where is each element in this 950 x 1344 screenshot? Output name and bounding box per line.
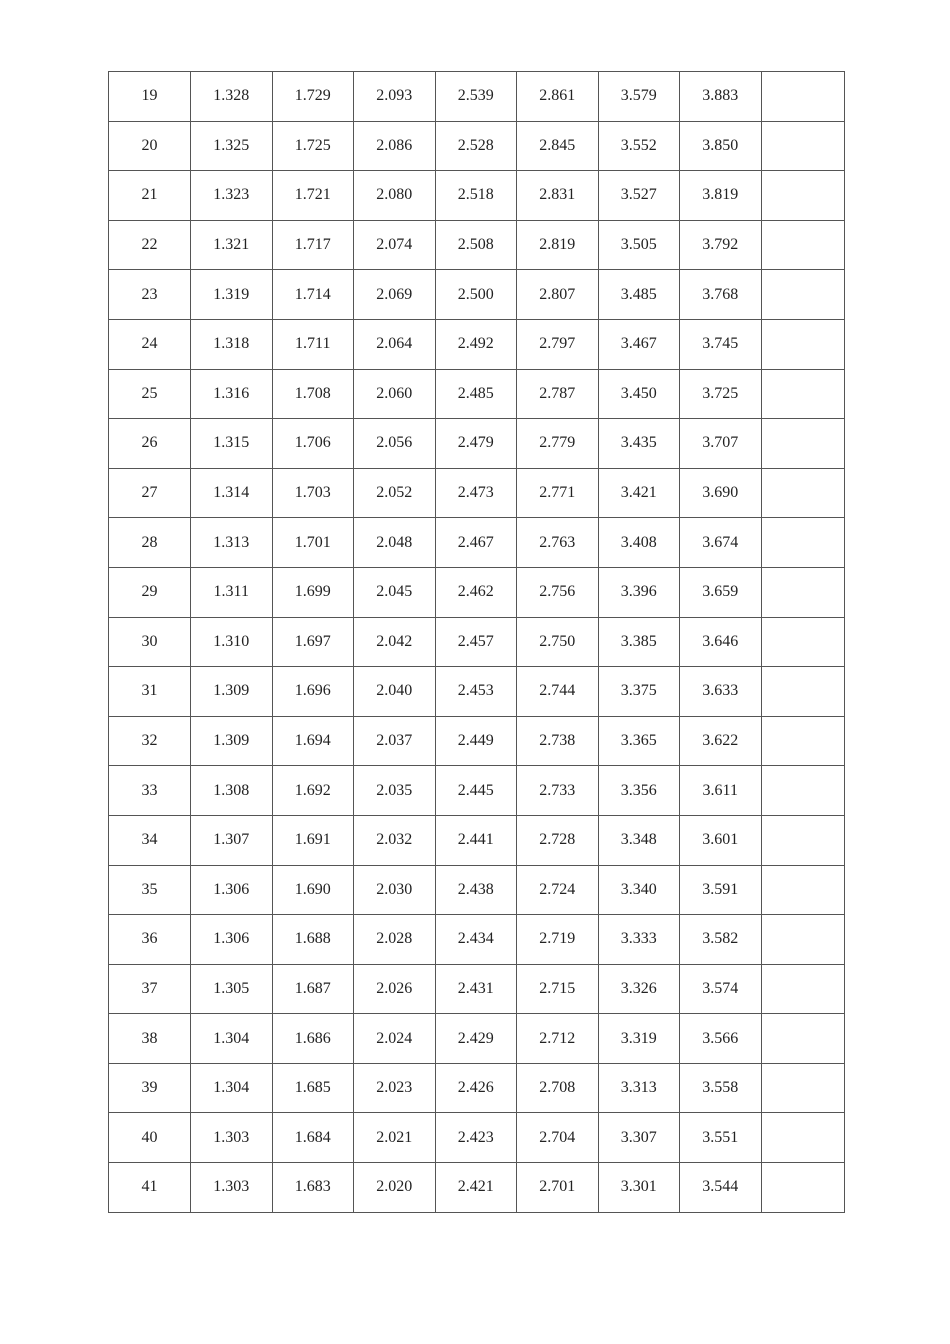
table-cell: 2.064 <box>354 319 436 369</box>
table-cell: 1.304 <box>191 1063 273 1113</box>
table-cell: 1.701 <box>272 518 354 568</box>
table-cell: 1.306 <box>191 865 273 915</box>
degrees-of-freedom-cell: 24 <box>109 319 191 369</box>
table-cell: 1.725 <box>272 121 354 171</box>
table-cell <box>761 1163 844 1213</box>
table-cell: 2.086 <box>354 121 436 171</box>
table-cell: 3.883 <box>680 72 762 122</box>
table-cell: 1.308 <box>191 766 273 816</box>
table-cell: 1.703 <box>272 468 354 518</box>
table-cell: 3.333 <box>598 915 680 965</box>
table-cell: 2.048 <box>354 518 436 568</box>
table-cell: 2.431 <box>435 964 517 1014</box>
table-cell: 1.717 <box>272 220 354 270</box>
table-cell: 1.309 <box>191 667 273 717</box>
table-cell: 1.303 <box>191 1113 273 1163</box>
table-cell: 2.479 <box>435 419 517 469</box>
table-body <box>109 72 845 1213</box>
table-cell: 2.426 <box>435 1063 517 1113</box>
table-cell: 3.319 <box>598 1014 680 1064</box>
table-cell: 1.714 <box>272 270 354 320</box>
table-cell: 3.792 <box>680 220 762 270</box>
table-cell: 2.021 <box>354 1113 436 1163</box>
table-cell: 1.688 <box>272 915 354 965</box>
table-cell <box>761 964 844 1014</box>
table-cell: 1.313 <box>191 518 273 568</box>
table-cell: 2.508 <box>435 220 517 270</box>
degrees-of-freedom-cell: 36 <box>109 915 191 965</box>
table-row <box>109 518 845 568</box>
table-cell: 2.763 <box>517 518 599 568</box>
table-cell <box>761 270 844 320</box>
table-cell <box>761 468 844 518</box>
table-cell: 2.093 <box>354 72 436 122</box>
table-cell: 3.611 <box>680 766 762 816</box>
table-cell: 1.711 <box>272 319 354 369</box>
table-row <box>109 220 845 270</box>
table-cell: 2.771 <box>517 468 599 518</box>
table-cell: 3.485 <box>598 270 680 320</box>
table-cell: 3.633 <box>680 667 762 717</box>
table-cell: 2.462 <box>435 567 517 617</box>
table-row <box>109 319 845 369</box>
table-cell: 3.574 <box>680 964 762 1014</box>
degrees-of-freedom-cell: 35 <box>109 865 191 915</box>
table-cell: 2.715 <box>517 964 599 1014</box>
table-cell: 3.396 <box>598 567 680 617</box>
table-cell: 3.745 <box>680 319 762 369</box>
table-cell: 1.307 <box>191 815 273 865</box>
table-cell <box>761 815 844 865</box>
table-cell <box>761 319 844 369</box>
table-cell: 2.032 <box>354 815 436 865</box>
table-cell: 3.365 <box>598 716 680 766</box>
table-cell: 1.696 <box>272 667 354 717</box>
table-cell: 2.861 <box>517 72 599 122</box>
degrees-of-freedom-cell: 41 <box>109 1163 191 1213</box>
table-cell <box>761 1113 844 1163</box>
table-cell: 2.728 <box>517 815 599 865</box>
table-cell <box>761 171 844 221</box>
degrees-of-freedom-cell: 34 <box>109 815 191 865</box>
degrees-of-freedom-cell: 26 <box>109 419 191 469</box>
table-cell: 2.724 <box>517 865 599 915</box>
table-cell: 3.850 <box>680 121 762 171</box>
table-cell: 2.787 <box>517 369 599 419</box>
table-cell: 2.024 <box>354 1014 436 1064</box>
table-cell: 2.704 <box>517 1113 599 1163</box>
degrees-of-freedom-cell: 23 <box>109 270 191 320</box>
table-row <box>109 1014 845 1064</box>
table-cell: 3.408 <box>598 518 680 568</box>
table-cell <box>761 567 844 617</box>
table-cell: 3.707 <box>680 419 762 469</box>
table-cell: 1.684 <box>272 1113 354 1163</box>
table-cell: 2.750 <box>517 617 599 667</box>
table-row <box>109 419 845 469</box>
table-cell: 3.690 <box>680 468 762 518</box>
table-row <box>109 1063 845 1113</box>
table-cell <box>761 667 844 717</box>
table-cell: 3.601 <box>680 815 762 865</box>
table-cell: 2.445 <box>435 766 517 816</box>
table-cell: 1.328 <box>191 72 273 122</box>
table-row <box>109 667 845 717</box>
degrees-of-freedom-cell: 31 <box>109 667 191 717</box>
table-cell <box>761 865 844 915</box>
table-cell: 3.579 <box>598 72 680 122</box>
table-row <box>109 121 845 171</box>
table-cell: 1.315 <box>191 419 273 469</box>
table-cell: 3.566 <box>680 1014 762 1064</box>
table-cell: 2.485 <box>435 369 517 419</box>
table-cell: 2.056 <box>354 419 436 469</box>
table-cell: 3.356 <box>598 766 680 816</box>
table-cell: 1.687 <box>272 964 354 1014</box>
table-cell: 3.301 <box>598 1163 680 1213</box>
table-cell: 3.375 <box>598 667 680 717</box>
table-cell <box>761 1014 844 1064</box>
table-cell: 2.738 <box>517 716 599 766</box>
table-cell: 2.453 <box>435 667 517 717</box>
degrees-of-freedom-cell: 25 <box>109 369 191 419</box>
table-row <box>109 270 845 320</box>
table-cell: 1.321 <box>191 220 273 270</box>
table-row <box>109 171 845 221</box>
table-cell: 3.768 <box>680 270 762 320</box>
table-cell: 3.307 <box>598 1113 680 1163</box>
table-cell: 1.303 <box>191 1163 273 1213</box>
table-cell: 3.819 <box>680 171 762 221</box>
table-cell <box>761 121 844 171</box>
table-cell <box>761 766 844 816</box>
table-cell <box>761 72 844 122</box>
table-cell: 2.421 <box>435 1163 517 1213</box>
table-cell: 2.756 <box>517 567 599 617</box>
table-cell: 1.729 <box>272 72 354 122</box>
table-cell: 1.721 <box>272 171 354 221</box>
table-cell: 1.311 <box>191 567 273 617</box>
table-cell: 2.060 <box>354 369 436 419</box>
table-cell: 3.544 <box>680 1163 762 1213</box>
table-row <box>109 468 845 518</box>
table-row <box>109 617 845 667</box>
table-cell: 3.591 <box>680 865 762 915</box>
t-distribution-table <box>108 71 845 1213</box>
table-cell: 2.733 <box>517 766 599 816</box>
table-cell: 2.030 <box>354 865 436 915</box>
table-cell: 3.326 <box>598 964 680 1014</box>
table-cell: 3.348 <box>598 815 680 865</box>
table-cell <box>761 716 844 766</box>
table-cell <box>761 220 844 270</box>
table-cell <box>761 617 844 667</box>
table-cell: 1.314 <box>191 468 273 518</box>
table-cell: 3.421 <box>598 468 680 518</box>
table-cell: 2.026 <box>354 964 436 1014</box>
table-cell: 2.429 <box>435 1014 517 1064</box>
table-cell: 2.539 <box>435 72 517 122</box>
table-cell: 3.558 <box>680 1063 762 1113</box>
table-cell: 2.492 <box>435 319 517 369</box>
table-cell: 1.697 <box>272 617 354 667</box>
table-cell: 3.385 <box>598 617 680 667</box>
table-cell <box>761 419 844 469</box>
table-cell: 3.450 <box>598 369 680 419</box>
table-cell: 1.304 <box>191 1014 273 1064</box>
table-cell: 2.052 <box>354 468 436 518</box>
table-cell: 2.779 <box>517 419 599 469</box>
table-cell: 2.423 <box>435 1113 517 1163</box>
table-row <box>109 865 845 915</box>
table-cell: 3.646 <box>680 617 762 667</box>
table-cell: 1.306 <box>191 915 273 965</box>
table-cell: 3.505 <box>598 220 680 270</box>
table-cell: 3.551 <box>680 1113 762 1163</box>
table-cell: 1.305 <box>191 964 273 1014</box>
table-cell: 2.467 <box>435 518 517 568</box>
degrees-of-freedom-cell: 21 <box>109 171 191 221</box>
table-cell: 2.744 <box>517 667 599 717</box>
table-cell: 2.708 <box>517 1063 599 1113</box>
degrees-of-freedom-cell: 32 <box>109 716 191 766</box>
table-cell: 2.035 <box>354 766 436 816</box>
table-cell: 3.725 <box>680 369 762 419</box>
table-cell: 2.518 <box>435 171 517 221</box>
table-cell: 3.582 <box>680 915 762 965</box>
table-cell: 1.686 <box>272 1014 354 1064</box>
degrees-of-freedom-cell: 27 <box>109 468 191 518</box>
table-cell: 3.340 <box>598 865 680 915</box>
degrees-of-freedom-cell: 37 <box>109 964 191 1014</box>
table-cell <box>761 518 844 568</box>
degrees-of-freedom-cell: 30 <box>109 617 191 667</box>
table-cell: 1.690 <box>272 865 354 915</box>
table-cell: 2.819 <box>517 220 599 270</box>
table-cell: 2.441 <box>435 815 517 865</box>
table-cell: 2.797 <box>517 319 599 369</box>
table-cell: 2.042 <box>354 617 436 667</box>
table-cell: 1.706 <box>272 419 354 469</box>
table-cell: 2.719 <box>517 915 599 965</box>
table-cell: 2.069 <box>354 270 436 320</box>
table-cell: 3.659 <box>680 567 762 617</box>
table-row <box>109 766 845 816</box>
degrees-of-freedom-cell: 39 <box>109 1063 191 1113</box>
table-cell: 2.528 <box>435 121 517 171</box>
table-cell <box>761 369 844 419</box>
table-cell: 3.552 <box>598 121 680 171</box>
table-cell: 3.622 <box>680 716 762 766</box>
table-cell: 2.845 <box>517 121 599 171</box>
table-cell: 1.692 <box>272 766 354 816</box>
table-cell: 2.434 <box>435 915 517 965</box>
table-cell: 2.473 <box>435 468 517 518</box>
table-cell: 1.318 <box>191 319 273 369</box>
degrees-of-freedom-cell: 38 <box>109 1014 191 1064</box>
table-cell: 1.316 <box>191 369 273 419</box>
degrees-of-freedom-cell: 33 <box>109 766 191 816</box>
table-cell: 2.500 <box>435 270 517 320</box>
table-cell: 2.037 <box>354 716 436 766</box>
table-cell: 2.807 <box>517 270 599 320</box>
degrees-of-freedom-cell: 20 <box>109 121 191 171</box>
table-cell: 3.467 <box>598 319 680 369</box>
table-row <box>109 567 845 617</box>
table-row <box>109 1163 845 1213</box>
table-cell <box>761 915 844 965</box>
table-cell: 2.045 <box>354 567 436 617</box>
degrees-of-freedom-cell: 40 <box>109 1113 191 1163</box>
table-cell: 2.712 <box>517 1014 599 1064</box>
degrees-of-freedom-cell: 28 <box>109 518 191 568</box>
degrees-of-freedom-cell: 29 <box>109 567 191 617</box>
table-cell: 2.028 <box>354 915 436 965</box>
degrees-of-freedom-cell: 22 <box>109 220 191 270</box>
table-cell: 3.313 <box>598 1063 680 1113</box>
table-row <box>109 369 845 419</box>
table-cell: 2.040 <box>354 667 436 717</box>
table-cell: 3.674 <box>680 518 762 568</box>
table-cell: 2.701 <box>517 1163 599 1213</box>
table-cell: 1.699 <box>272 567 354 617</box>
table-cell: 1.309 <box>191 716 273 766</box>
table-row <box>109 915 845 965</box>
table-row <box>109 964 845 1014</box>
table-row <box>109 1113 845 1163</box>
table-cell: 1.323 <box>191 171 273 221</box>
table-cell: 1.694 <box>272 716 354 766</box>
table-cell: 1.683 <box>272 1163 354 1213</box>
table-row <box>109 815 845 865</box>
table-cell: 3.527 <box>598 171 680 221</box>
table-cell: 1.325 <box>191 121 273 171</box>
table-row <box>109 72 845 122</box>
degrees-of-freedom-cell: 19 <box>109 72 191 122</box>
table-cell: 2.457 <box>435 617 517 667</box>
table-cell: 2.074 <box>354 220 436 270</box>
table-cell <box>761 1063 844 1113</box>
table-cell: 1.685 <box>272 1063 354 1113</box>
table-cell: 2.023 <box>354 1063 436 1113</box>
table-cell: 2.449 <box>435 716 517 766</box>
table-row <box>109 716 845 766</box>
table-cell: 2.020 <box>354 1163 436 1213</box>
table-cell: 3.435 <box>598 419 680 469</box>
table-cell: 1.310 <box>191 617 273 667</box>
table-cell: 2.831 <box>517 171 599 221</box>
table-cell: 1.708 <box>272 369 354 419</box>
table-cell: 2.438 <box>435 865 517 915</box>
table-cell: 1.319 <box>191 270 273 320</box>
table-cell: 2.080 <box>354 171 436 221</box>
table-cell: 1.691 <box>272 815 354 865</box>
